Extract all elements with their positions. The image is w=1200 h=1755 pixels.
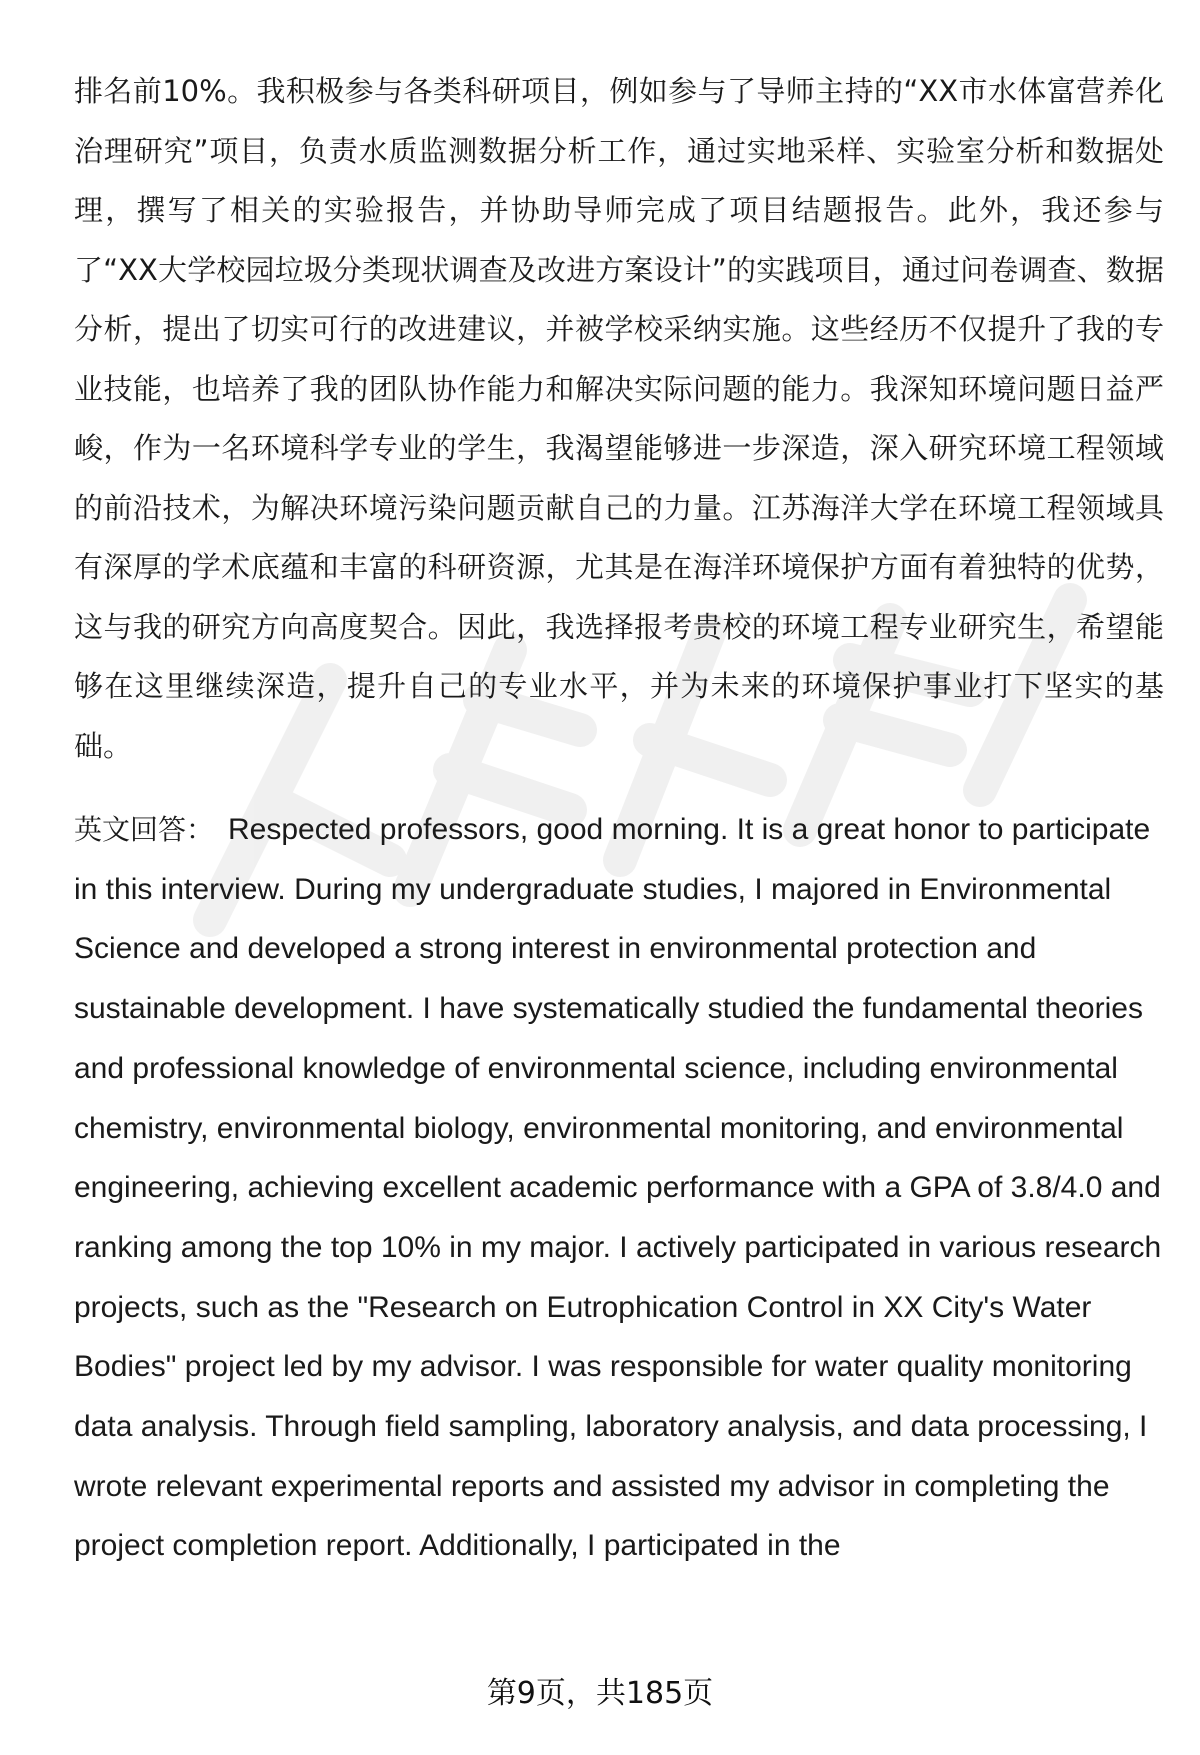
- english-answer-paragraph: [74, 800, 1164, 1576]
- english-answer-text: Respected professors, good morning. It is a great honor to participate in this interview. During my undergraduate studies, I majored in Environmental Science and developed a strong interest in environmental protection and sustainable development. I have systematically studied the fundamental theories and professional knowledge of environmental science, including environmental chemistry, environmental biology, environmental monitoring, and environmental engineering, achieving excellent academic performance with a GPA of 3.8/4.0 and ranking among the top 10% in my major. I actively participated in various research projects, such as the "Research on Eutrophication Control in XX City's Water Bodies" project led by my advisor. I was responsible for water quality monitoring data analysis. Through field sampling, laboratory analysis, and data processing, I wrote relevant experimental reports and assisted my advisor in completing the project completion report. Additionally, I participated in the: [74, 813, 1162, 1563]
- chinese-answer-paragraph: 排名前10%。我积极参与各类科研项目，例如参与了导师主持的“XX市水体富营养化治理研究”项目，负责水质监测数据分析工作，通过实地采样、实验室分析和数据处理，撰写了相关的实验报告，并协助导师完成了项目结题报告。此外，我还参与了“XX大学校园垃圾分类现状调查及改进方案设计”的实践项目，通过问卷调查、数据分析，提出了切实可行的改进建议，并被学校采纳实施。这些经历不仅提升了我的专业技能，也培养了我的团队协作能力和解决实际问题的能力。我深知环境问题日益严峻，作为一名环境科学专业的学生，我渴望能够进一步深造，深入研究环境工程领域的前沿技术，为解决环境污染问题贡献自己的力量。江苏海洋大学在环境工程领域具有深厚的学术底蕴和丰富的科研资源，尤其是在海洋环境保护方面有着独特的优势，这与我的研究方向高度契合。因此，我选择报考贵校的环境工程专业研究生，希望能够在这里继续深造，提升自己的专业水平，并为未来的环境保护事业打下坚实的基础。: [74, 74, 1164, 763]
- page-number-footer: 第9页，共185页: [486, 1676, 714, 1711]
- document-body: [74, 62, 1164, 1576]
- english-answer-label: 英文回答：: [74, 813, 215, 846]
